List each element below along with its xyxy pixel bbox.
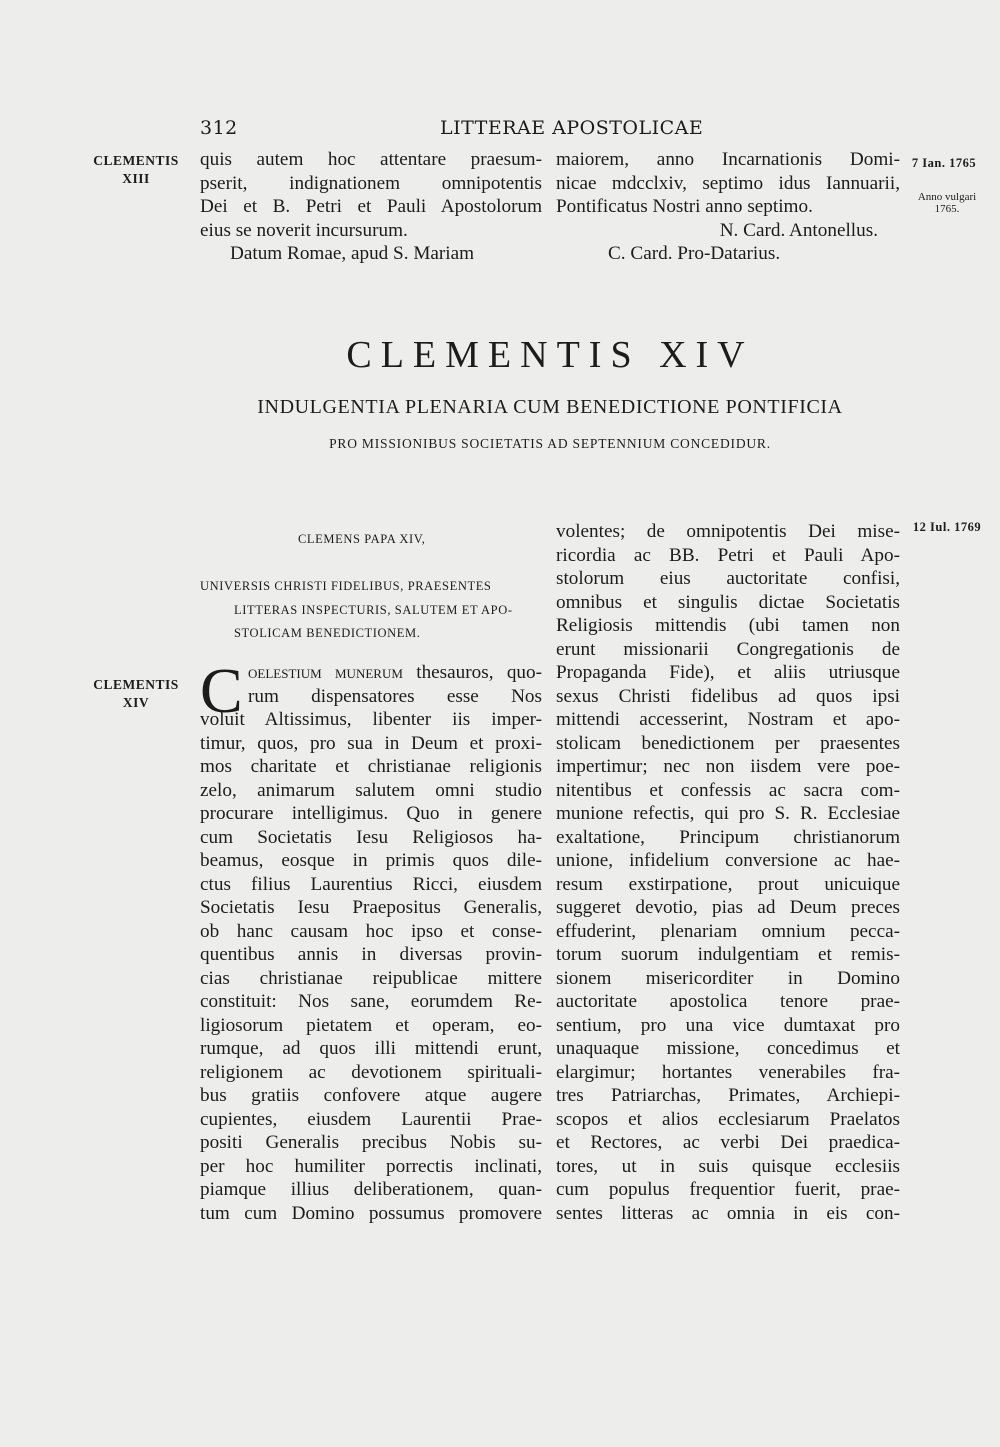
text-line: Dei et B. Petri et Pauli Apostolorum [200,196,542,217]
text-line: munione refectis, qui pro S. R. Ecclesiae [556,803,900,824]
text-line: suggeret devotio, pias ad Deum preces [556,897,900,918]
text-line: oelestium munerum thesauros, quo- [248,662,543,683]
text-line: exaltatione, Principum christianorum [556,826,900,848]
text-line: effuderint, plenariam omnium pecca- [556,920,900,942]
text-line: constituit: Nos sane, eorumdem Re- [200,991,542,1012]
text-line: piamque illius deliberationem, quan- [200,1179,542,1200]
text-line: torum suorum indulgentiam et remis- [556,944,900,965]
text-line: quentibus annis in diversas provin- [200,944,542,965]
document-title: CLEMENTIS XIV [346,334,754,376]
text-line: et Rectores, ac verbi Dei praedica- [556,1132,900,1153]
text-line: positi Generalis precibus Nobis su- [200,1132,542,1153]
salutation-block [200,528,542,646]
text-line: quis autem hoc attentare praesum- [200,149,542,170]
body-right-column [556,520,900,1225]
salutation-line: LITTERAS INSPECTURIS, SALUTEM ET APO- [234,602,513,617]
text-line: eius se noverit incursurum. [200,219,408,241]
margin-date-note-line: Anno vulgari [917,191,977,203]
text-line: ob hanc causam hoc ipso et conse- [200,920,542,942]
salutation-line: CLEMENS PAPA XIV, [298,532,426,546]
margin-date-note-line: 1765. [934,203,960,215]
running-title: LITTERAE APOSTOLICAE [440,117,704,139]
text-line: stolorum eius auctoritate confisi, [556,568,900,589]
salutation-line: STOLICAM BENEDICTIONEM. [234,626,421,640]
margin-note-line: CLEMENTIS [93,153,179,168]
text-line: cum populus frequentior fuerit, prae- [556,1179,900,1200]
text-line: stolicam benedictionem per praesentes [556,732,900,754]
text-line: cum Societatis Iesu Religiosos ha- [200,826,542,848]
text-line: tores, ut in suis quisque ecclesiis [556,1155,900,1177]
text-line: impertimur; nec non iisdem vere poe- [556,756,900,777]
text-line: beamus, eosque in primis quos dile- [200,850,542,871]
text-line: sexus Christi fidelibus ad quos ipsi [556,685,900,707]
text-line: mos charitate et christianae religionis [200,756,542,777]
text-line: ligiosorum pietatem et operam, eo- [200,1014,542,1036]
margin-date-1: 7 Ian. 1765 [911,156,977,170]
text-line: unione, infidelium conversione ac hae- [556,850,900,871]
body-left-opening [248,661,542,708]
body-left-column [200,708,542,1225]
text-line: nitentibus et confessis ac sacra com- [556,779,900,801]
margin-date-2: 12 Iul. 1769 [912,520,982,534]
text-line: mittendi accesserint, Nostram et apo- [556,709,900,730]
text-line: cupientes, eiusdem Laurentii Prae- [200,1108,542,1130]
text-line: pserit, indignationem omnipotentis [200,172,542,194]
text-line: ctus filius Laurentius Ricci, eiusdem [200,873,542,895]
top-left-column [200,148,542,266]
text-line: sionem misericorditer in Domino [556,967,900,989]
text-line: elargimur; hortantes venerabiles fra- [556,1061,900,1083]
drop-cap: C [200,655,243,726]
text-line: tres Patriarchas, Primates, Archiepi- [556,1085,900,1106]
signature-line: C. Card. Pro-Datarius. [608,243,781,264]
document-subtitle: INDULGENTIA PLENARIA CUM BENEDICTIONE PONTIFICIA [257,396,843,418]
text-line: per hoc humiliter porrectis inclinati, [200,1155,542,1177]
text-line: cias christianae reipublicae mittere [200,967,542,989]
text-line: timur, quos, pro sua in Deum et proxi- [200,732,542,754]
margin-note-line: XIII [122,171,150,186]
text-line: religionem ac devotionem spirituali- [200,1061,542,1083]
text-line: rum dispensatores esse Nos [248,685,542,707]
text-line: rumque, ad quos illi mittendi erunt, [200,1038,542,1059]
margin-note-clementis-xiv [84,676,188,712]
text-line: Societatis Iesu Praepositus Generalis, [200,897,542,918]
text-line: voluit Altissimus, libenter iis imper- [200,709,542,730]
text-line: scopos et alios ecclesiarum Praelatos [556,1108,900,1130]
text-line: zelo, animarum salutem omni studio [200,779,542,801]
text-line: maiorem, anno Incarnationis Domi- [556,149,900,170]
text-line: Religiosis mittendis (ubi tamen non [556,615,900,636]
page-header [200,117,900,141]
text-line: tum cum Domino possumus promovere [200,1202,542,1224]
page-number: 312 [200,117,238,139]
document-subtitle-2: PRO MISSIONIBUS SOCIETATIS AD SEPTENNIUM CONCEDIDUR. [329,436,771,451]
top-right-column [556,148,900,266]
text-line: sentes litteras ac omnia in eis con- [556,1202,900,1224]
salutation-line: UNIVERSIS CHRISTI FIDELIBUS, PRAESENTES [200,579,492,593]
text-line: volentes; de omnipotentis Dei mise- [556,521,900,542]
text-line: Propaganda Fide), et aliis utriusque [556,662,900,683]
text-line: ricordia ac BB. Petri et Pauli Apo- [556,544,900,566]
margin-note-clementis-xiii [84,152,188,188]
text-line: Pontificatus Nostri anno septimo. [556,196,813,217]
text-line: sentium, pro una vice dumtaxat pro [556,1014,900,1036]
text-line: auctoritate apostolica tenore prae- [556,991,900,1012]
text-line: omnibus et singulis dictae Societatis [556,591,900,613]
signature-line: N. Card. Antonellus. [719,219,878,241]
text-line: unaquaque missione, concedimus et [556,1038,900,1059]
text-line: Datum Romae, apud S. Mariam [230,243,475,264]
margin-date-note [908,191,986,215]
text-line: procurare intelligimus. Quo in genere [200,803,542,824]
text-line: bus gratiis confovere atque augere [200,1085,542,1106]
text-line: resum exstirpatione, prout unicuique [556,873,900,895]
text-line: erunt missionarii Congregationis de [556,638,900,660]
margin-note-line: XIV [122,695,150,710]
text-line: nicae mdcclxiv, septimo idus Iannuarii, [556,172,900,194]
margin-note-line: CLEMENTIS [93,677,179,692]
